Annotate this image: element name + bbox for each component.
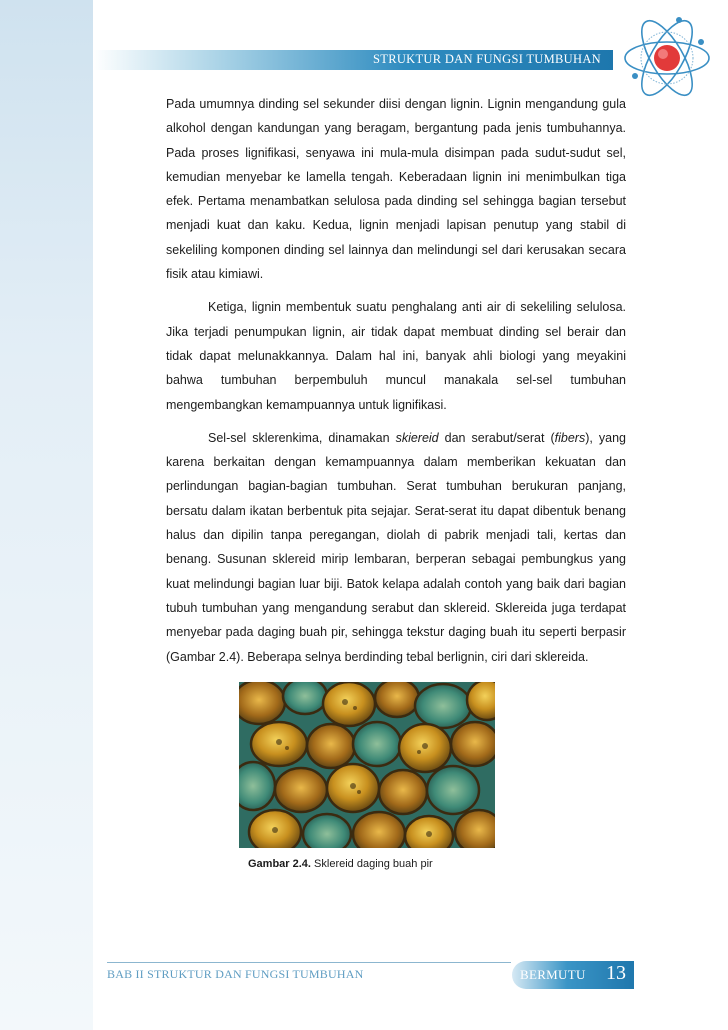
paragraph-3 <box>166 426 626 669</box>
term-skiereid: skiereid <box>395 430 439 445</box>
paragraph-2 <box>166 295 626 416</box>
paragraph-3-text-1: Sel-sel sklerenkima, dinamakan <box>208 430 396 445</box>
figure-caption-label: Gambar 2.4. <box>248 858 311 870</box>
paragraph-2-text: Ketiga, lignin membentuk suatu penghalang anti air di sekeliling selulosa. Jika terjadi penumpukan lignin, air tidak dapat membuat dinding sel berair dan tidak dapat melunakkannya. Dalam hal ini, banyak ahli biologi yang meyakini bahwa tumbuhan berpembuluh muncul manakala sel-sel tumbuhan mengembangkan kemampuannya untuk lignifikasi. <box>166 300 626 412</box>
footer-chapter-title: BAB II STRUKTUR DAN FUNGSI TUMBUHAN <box>107 967 364 981</box>
paragraph-3-text-3: ), yang karena berkaitan dengan kemampuannya dalam memberikan kekuatan dan perlindungan bagian-bagian tumbuhan. Serat tumbuhan berukuran panjang, bersatu dalam ikatan berbentuk pita sejajar. Serat-serat itu dapat dibentuk benang halus dan dipilin tanpa peregangan, diolah di pabrik menjadi tali, kertas dan benang. Susunan sklereid mirip lembaran, berperan sebagai pembungkus yang kuat melindungi bagian luar biji. Batok kelapa adalah contoh yang baik dari bagian tubuh tumbuhan yang mengandung serabut dan sklereid. Sklereida juga terdapat menyebar pada daging buah pir, sehingga tekstur daging buah itu seperti berpasir (Gambar 2.4). Beberapa selnya berdinding tebal berlignin, ciri dari sklereida. <box>166 430 626 664</box>
paragraph-1: Pada umumnya dinding sel sekunder diisi dengan lignin. Lignin mengandung gula alkohol dengan kandungan yang beragam, bergantung pada jenis tumbuhannya. Pada proses lignifikasi, senyawa ini mula-mula disimpan pada sudut-sudut sel, kemudian menyebar ke lamella tengah. Keberadaan lignin ini menimbulkan tiga efek. Pertama menambatkan selulosa pada dinding sel sehingga bagian tersebut menjadi kuat dan kaku. Kedua, lignin menjadi lapisan penutup yang stabil di sekeliling komponen dinding sel lainnya dan melindungi sel dari kerusakan secara fisik atau kimiawi. <box>166 97 626 282</box>
footer-brand: BERMUTU <box>520 967 586 982</box>
header-title: STRUKTUR DAN FUNGSI TUMBUHAN <box>373 52 601 66</box>
atom-logo-icon <box>617 6 717 106</box>
side-stripe <box>0 0 93 1030</box>
figure-caption <box>248 858 433 870</box>
header-bar <box>93 50 613 70</box>
term-fibers: fibers <box>554 430 586 445</box>
figure-sclereid-image <box>239 682 495 848</box>
page-number: 13 <box>606 962 626 984</box>
footer-page-badge <box>512 961 634 989</box>
body-text <box>166 92 626 669</box>
paragraph-3-text-2: dan serabut/serat ( <box>438 430 555 445</box>
figure-caption-text: Sklereid daging buah pir <box>310 858 433 870</box>
footer-divider <box>107 962 511 963</box>
